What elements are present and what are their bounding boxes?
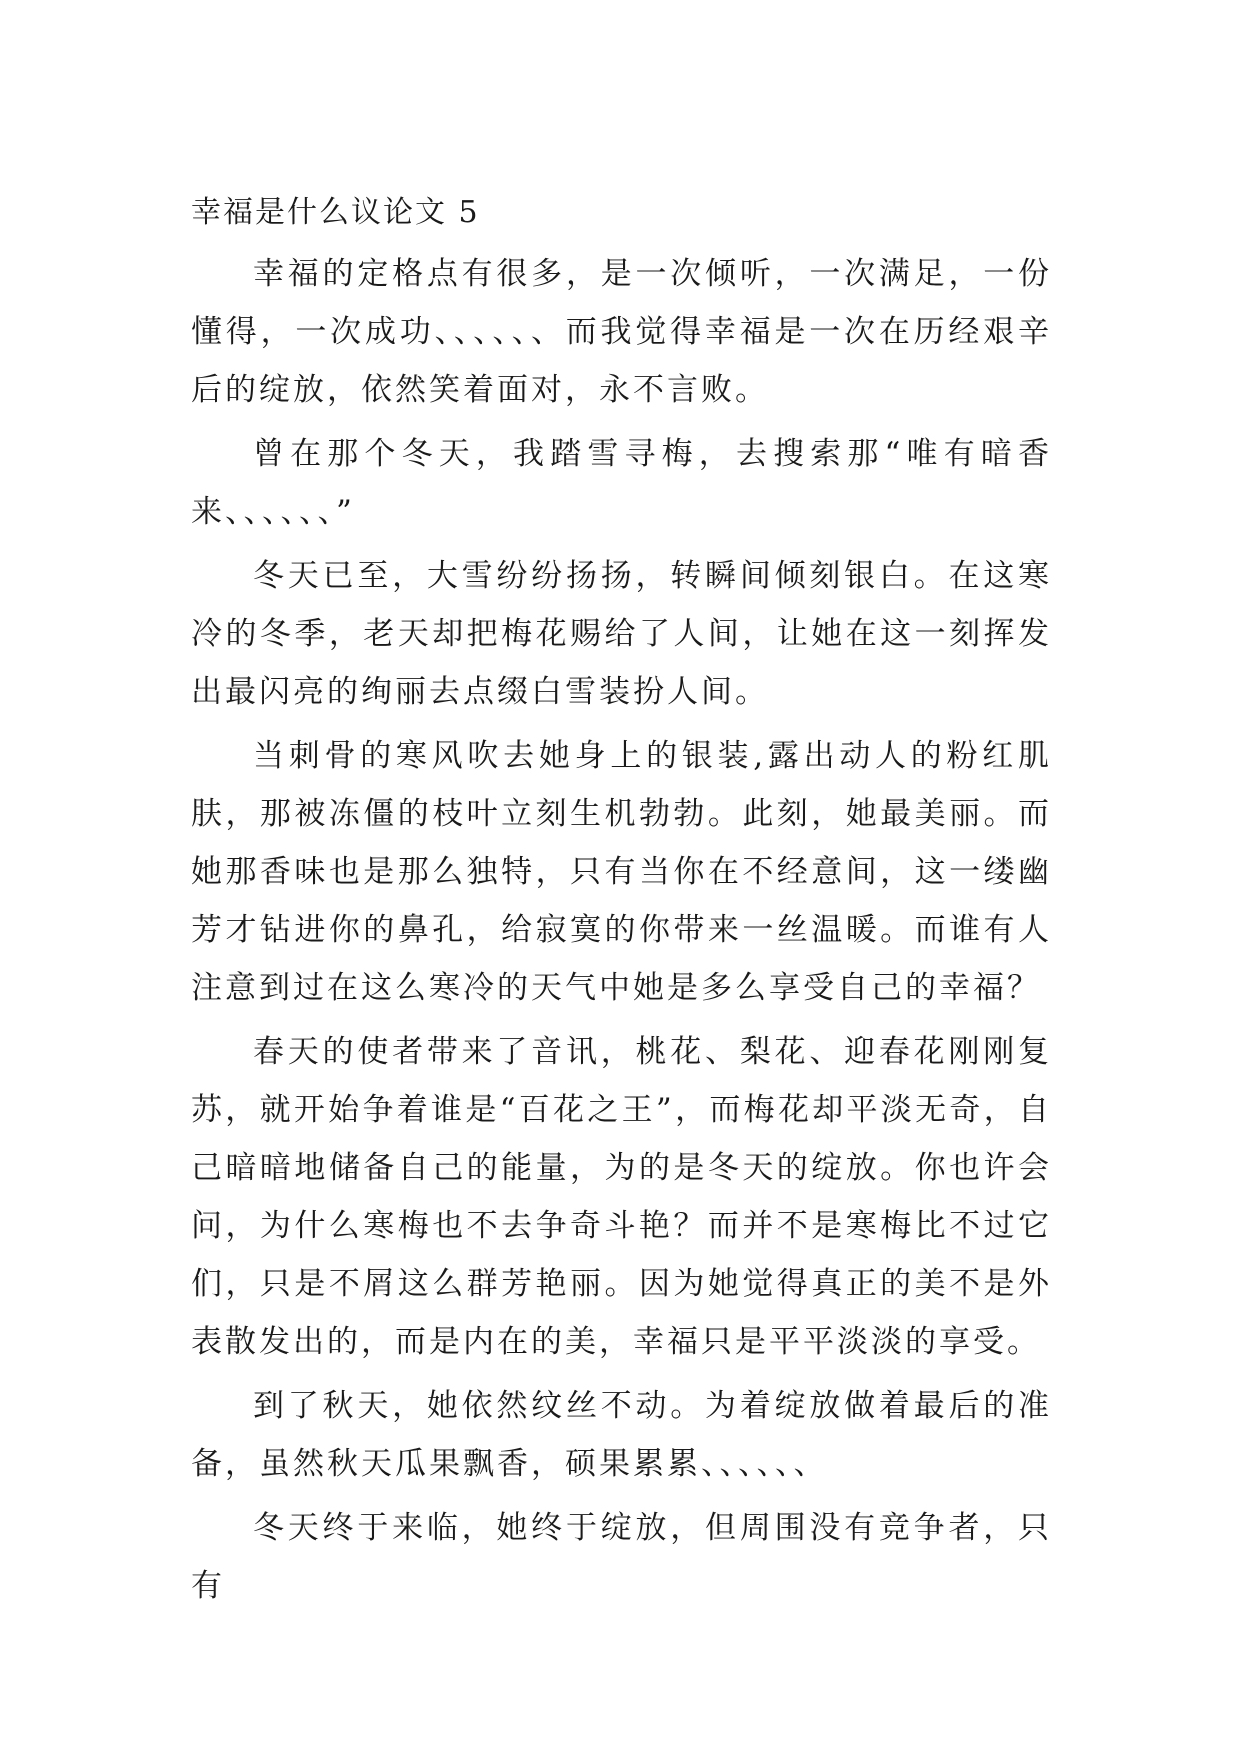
paragraph-2: 曾在那个冬天，我踏雪寻梅，去搜索那“唯有暗香来、、、、、、”	[191, 436, 1052, 530]
paragraph-5: 春天的使者带来了音讯，桃花、梨花、迎春花刚刚复苏，就开始争着谁是“百花之王”，而梅花却平淡无奇，自己暗暗地储备自己的能量，为的是冬天的绽放。你也许会问，为什么寒梅也不去争奇斗艳？而并不是寒梅比不过它们，只是不屑这么群芳艳丽。因为她觉得真正的美不是外表散发出的，而是内在的美，幸福只是平平淡淡的享受。	[191, 1034, 1052, 1360]
document-body	[191, 193, 1052, 1621]
document-title: 幸福是什么议论文 5	[191, 195, 480, 230]
paragraph-6: 到了秋天，她依然纹丝不动。为着绽放做着最后的准备，虽然秋天瓜果飘香，硕果累累、、、、、、	[191, 1388, 1052, 1482]
paragraph-7: 冬天终于来临，她终于绽放，但周围没有竞争者，只有	[191, 1510, 1052, 1604]
paragraph-3: 冬天已至，大雪纷纷扬扬，转瞬间倾刻银白。在这寒冷的冬季，老天却把梅花赐给了人间，让她在这一刻挥发出最闪亮的绚丽去点缀白雪装扮人间。	[191, 558, 1052, 710]
paragraph-1: 幸福的定格点有很多，是一次倾听，一次满足，一份懂得，一次成功、、、、、、而我觉得幸福是一次在历经艰辛后的绽放，依然笑着面对，永不言败。	[191, 256, 1052, 408]
paragraph-4: 当刺骨的寒风吹去她身上的银装,露出动人的粉红肌肤，那被冻僵的枝叶立刻生机勃勃。此刻，她最美丽。而她那香味也是那么独特，只有当你在不经意间，这一缕幽芳才钻进你的鼻孔，给寂寞的你带来一丝温暖。而谁有人注意到过在这么寒冷的天气中她是多么享受自己的幸福？	[191, 738, 1052, 1006]
